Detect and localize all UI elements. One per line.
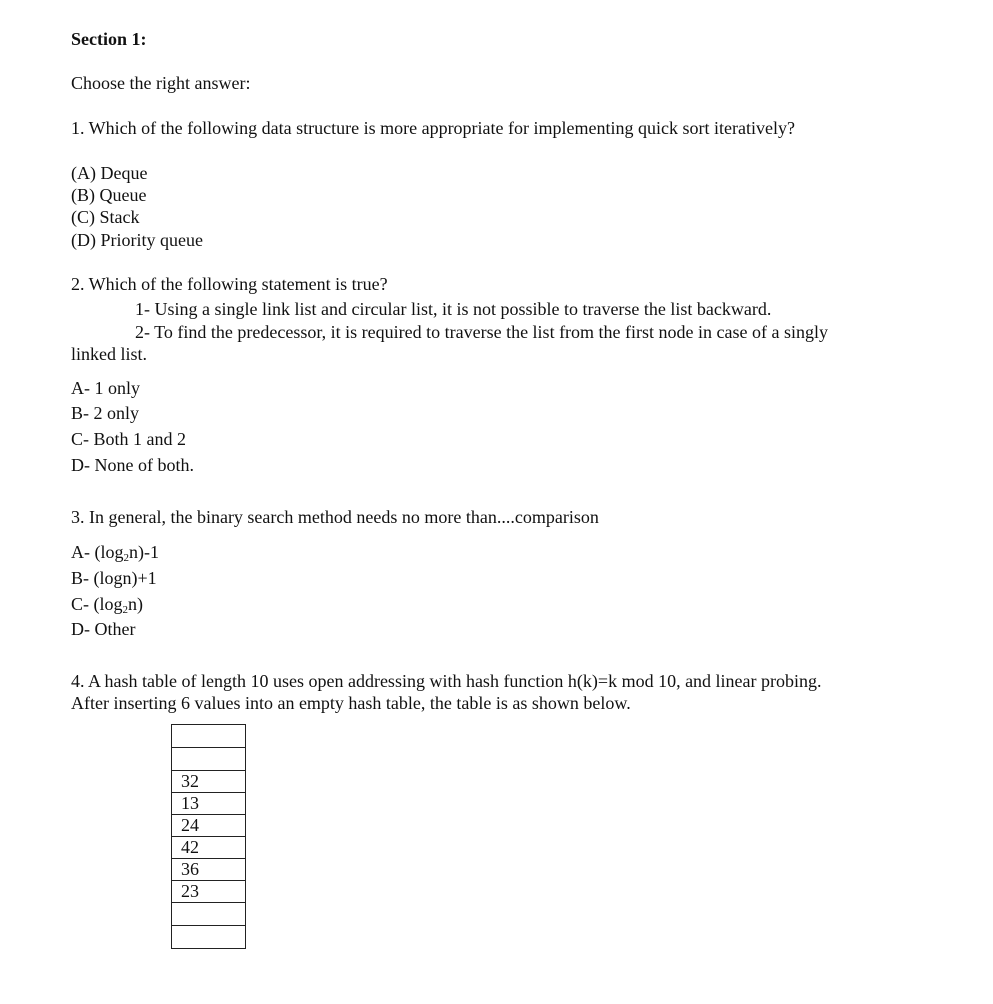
q2-statement-2-continued: linked list. — [71, 344, 147, 364]
q3-option-c: C- $(\log_2n)$ — [71, 594, 143, 616]
q1-option-b: (B) Queue — [71, 185, 147, 205]
question-3: 3. In general, the binary search method needs no more than....comparison — [71, 507, 599, 527]
q2-option-a: A- 1 only — [71, 378, 140, 398]
hash-cell — [172, 725, 246, 748]
q1-option-c: (C) Stack — [71, 207, 140, 227]
q3-option-b: B- (logn)+1 — [71, 568, 157, 588]
hash-cell: 24 — [172, 815, 246, 837]
hash-slot — [172, 771, 246, 793]
hash-cell: 13 — [172, 793, 246, 815]
hash-slot — [172, 881, 246, 903]
hash-slot — [172, 793, 246, 815]
section-title: Section 1: — [71, 29, 147, 49]
hash-cell — [172, 903, 246, 926]
hash-cell: 36 — [172, 859, 246, 881]
hash-slot — [172, 837, 246, 859]
hash-cell: 23 — [172, 881, 246, 903]
q2-option-b: B- 2 only — [71, 403, 140, 423]
hash-cell: 42 — [172, 837, 246, 859]
q1-option-a: (A) Deque — [71, 163, 148, 183]
q2-statement-1: 1- Using a single link list and circular list, it is not possible to traverse the list backward. — [135, 299, 772, 319]
hash-cell — [172, 926, 246, 949]
hash-slot — [172, 815, 246, 837]
q1-option-d: (D) Priority queue — [71, 230, 203, 250]
hash-slot — [172, 859, 246, 881]
question-1: 1. Which of the following data structure is more appropriate for implementing quick sort iteratively? — [71, 118, 795, 138]
hash-cell: 32 — [172, 771, 246, 793]
q2-option-d: D- None of both. — [71, 455, 194, 475]
hash-slot — [172, 725, 246, 748]
question-2: 2. Which of the following statement is true? — [71, 274, 388, 294]
hash-table — [171, 724, 246, 949]
hash-slot — [172, 903, 246, 926]
question-4-line-2: After inserting 6 values into an empty hash table, the table is as shown below. — [71, 693, 631, 713]
hash-slot — [172, 926, 246, 949]
instruction-text: Choose the right answer: — [71, 73, 251, 93]
q2-option-c: C- Both 1 and 2 — [71, 429, 186, 449]
hash-slot — [172, 748, 246, 771]
q2-statement-2: 2- To find the predecessor, it is required to traverse the list from the first node in case of a singly — [135, 322, 828, 342]
hash-cell — [172, 748, 246, 771]
q3-option-d: D- Other — [71, 619, 136, 639]
q3-option-a: A- $(\log_2n)-1$ — [71, 542, 159, 564]
question-4-line-1: 4. A hash table of length 10 uses open addressing with hash function h(k)=k mod 10, and linear probing. — [71, 671, 822, 691]
